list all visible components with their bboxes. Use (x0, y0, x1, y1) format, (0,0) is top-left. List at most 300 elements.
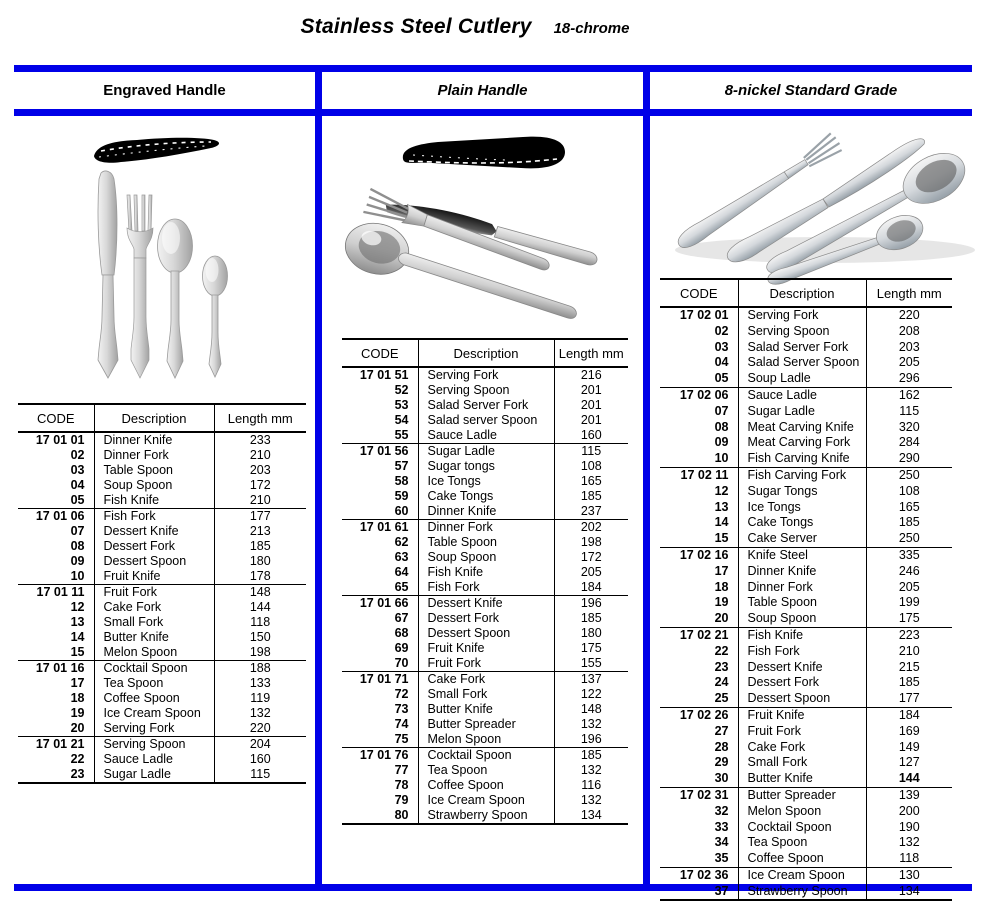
item-code: 17 01 16 (18, 661, 94, 677)
item-description: Salad server Spoon (418, 413, 554, 428)
table-row (660, 611, 952, 627)
item-length: 185 (898, 515, 920, 530)
item-length: 220 (866, 307, 952, 324)
table-row (18, 509, 306, 525)
table-row (342, 580, 628, 596)
table-row (342, 687, 628, 702)
table-row (660, 531, 952, 547)
item-length: 134 (898, 883, 920, 898)
item-code: 29 (660, 755, 738, 771)
item-code: 23 (18, 767, 94, 783)
item-code: 22 (660, 644, 738, 660)
table-header-row (660, 279, 952, 307)
item-code: 17 01 71 (342, 672, 418, 688)
table-row (18, 448, 306, 463)
item-code: 73 (342, 702, 418, 717)
item-code: 17 02 01 (660, 307, 738, 324)
table-row (342, 656, 628, 672)
item-code: 80 (342, 808, 418, 824)
column-header-engraved-handle: Engraved Handle (103, 82, 226, 99)
item-description: Coffee Spoon (738, 851, 866, 867)
column-header-plain-handle: Plain Handle (437, 82, 528, 99)
item-length: 200 (898, 803, 920, 818)
plain-handle-table (342, 338, 628, 825)
item-description: Cocktail Spoon (94, 661, 214, 677)
item-code: 04 (660, 355, 738, 371)
item-description: Sauce Ladle (94, 752, 214, 767)
table-row (342, 778, 628, 793)
table-row (660, 371, 952, 387)
table-column-header: CODE (342, 339, 418, 367)
item-description: Coffee Spoon (94, 691, 214, 706)
item-length: 172 (580, 550, 602, 564)
item-code: 04 (18, 478, 94, 493)
table-row (18, 691, 306, 706)
item-length: 184 (866, 707, 952, 723)
table-row (342, 474, 628, 489)
item-code: 62 (342, 535, 418, 550)
item-length: 177 (214, 509, 306, 525)
table-row (18, 676, 306, 691)
table-row (342, 489, 628, 504)
table-row (342, 550, 628, 565)
item-description: Serving Spoon (738, 324, 866, 340)
table-row (660, 867, 952, 883)
table-row (660, 500, 952, 516)
item-code: 19 (660, 595, 738, 611)
item-length: 205 (898, 579, 920, 594)
item-description: Fish Knife (94, 493, 214, 509)
item-description: Dessert Fork (418, 611, 554, 626)
8-nickel-table (660, 278, 952, 901)
item-code: 52 (342, 383, 418, 398)
item-length: 203 (249, 463, 271, 477)
item-length: 320 (898, 419, 920, 434)
item-description: Ice Cream Spoon (738, 867, 866, 883)
item-code: 32 (660, 804, 738, 820)
item-code: 17 (660, 564, 738, 580)
item-code: 23 (660, 660, 738, 676)
item-description: Fish Fork (418, 580, 554, 596)
item-description: Dinner Fork (738, 580, 866, 596)
item-description: Small Fork (94, 615, 214, 630)
item-description: Dessert Fork (94, 539, 214, 554)
item-length: 185 (580, 611, 602, 625)
item-length: 213 (249, 524, 271, 538)
item-code: 17 02 36 (660, 867, 738, 883)
item-length: 205 (898, 355, 920, 370)
item-code: 13 (18, 615, 94, 630)
item-code: 20 (660, 611, 738, 627)
column-header-8-nickel: 8-nickel Standard Grade (724, 82, 898, 99)
item-description: Serving Fork (94, 721, 214, 737)
table-row (660, 420, 952, 436)
item-length: 201 (580, 398, 602, 412)
item-length: 185 (249, 539, 271, 553)
item-description: Fish Carving Fork (738, 467, 866, 483)
item-length: 132 (580, 793, 602, 807)
item-description: Cake Fork (738, 740, 866, 756)
item-description: Strawberry Spoon (418, 808, 554, 824)
item-description: Melon Spoon (418, 732, 554, 748)
item-length: 185 (898, 675, 920, 690)
item-length: 175 (580, 641, 602, 655)
item-code: 15 (18, 645, 94, 661)
item-description: Dessert Spoon (94, 554, 214, 569)
item-length: 175 (898, 611, 920, 626)
plain-handle-sample-image (325, 115, 645, 340)
item-description: Ice Cream Spoon (94, 706, 214, 721)
item-code: 17 01 61 (342, 520, 418, 536)
item-code: 09 (660, 435, 738, 451)
table-row (660, 324, 952, 340)
table-row (660, 675, 952, 691)
column-divider-left (315, 65, 322, 891)
item-length: 220 (249, 721, 271, 735)
item-code: 67 (342, 611, 418, 626)
table-row (660, 484, 952, 500)
item-code: 18 (660, 580, 738, 596)
item-code: 60 (342, 504, 418, 520)
item-code: 12 (660, 484, 738, 500)
item-code: 55 (342, 428, 418, 444)
item-length: 188 (214, 661, 306, 677)
item-description: Butter Knife (738, 771, 866, 787)
item-description: Cocktail Spoon (738, 820, 866, 836)
item-length: 246 (898, 563, 920, 578)
item-code: 08 (660, 420, 738, 436)
item-description: Table Spoon (418, 535, 554, 550)
item-length: 130 (866, 867, 952, 883)
table-row (342, 535, 628, 550)
table-row (18, 600, 306, 615)
table-row (342, 748, 628, 764)
item-description: Sugar Ladle (418, 444, 554, 460)
item-length: 216 (554, 367, 628, 383)
item-length: 199 (898, 595, 920, 610)
table-row (660, 595, 952, 611)
table-row (660, 884, 952, 901)
item-length: 118 (250, 615, 271, 629)
item-length: 198 (249, 645, 271, 659)
item-length: 185 (554, 748, 628, 764)
item-description: Cake Fork (94, 600, 214, 615)
item-description: Fruit Fork (418, 656, 554, 672)
item-description: Fish Fork (94, 509, 214, 525)
table-row (660, 660, 952, 676)
table-row (342, 793, 628, 808)
item-length: 215 (898, 659, 920, 674)
item-description: Dinner Knife (738, 564, 866, 580)
item-code: 17 (18, 676, 94, 691)
item-length: 132 (580, 717, 602, 731)
item-length: 119 (250, 691, 271, 705)
catalog-table (660, 278, 952, 901)
table-row (660, 467, 952, 483)
item-code: 05 (18, 493, 94, 509)
item-code: 18 (18, 691, 94, 706)
item-description: Soup Spoon (418, 550, 554, 565)
engraved-handle-silhouette (94, 138, 219, 163)
item-length: 172 (249, 478, 271, 492)
item-code: 07 (18, 524, 94, 539)
item-length: 190 (898, 819, 920, 834)
item-code: 33 (660, 820, 738, 836)
item-length: 115 (554, 444, 628, 460)
item-length: 210 (249, 448, 271, 462)
table-row (660, 355, 952, 371)
catalog-table (18, 403, 306, 784)
item-code: 30 (660, 771, 738, 787)
item-length: 116 (581, 778, 602, 792)
item-description: Meat Carving Fork (738, 435, 866, 451)
table-row (18, 706, 306, 721)
item-code: 02 (18, 448, 94, 463)
table-row (342, 717, 628, 732)
item-code: 72 (342, 687, 418, 702)
table-row (660, 340, 952, 356)
table-row (342, 367, 628, 383)
table-row (660, 755, 952, 771)
item-code: 54 (342, 413, 418, 428)
item-description: Fruit Knife (738, 707, 866, 723)
item-code: 17 02 26 (660, 707, 738, 723)
item-length: 208 (898, 323, 920, 338)
teaspoon-image (203, 256, 228, 377)
item-description: Dessert Knife (738, 660, 866, 676)
item-code: 25 (660, 691, 738, 707)
item-length: 178 (249, 569, 271, 583)
item-length: 169 (898, 723, 920, 738)
table-header-row (342, 339, 628, 367)
table-row (342, 520, 628, 536)
item-length: 250 (898, 531, 920, 546)
table-column-header: Length mm (866, 279, 952, 307)
item-length: 132 (580, 763, 602, 777)
table-row (18, 554, 306, 569)
item-description: Small Fork (418, 687, 554, 702)
table-row (18, 661, 306, 677)
item-length: 296 (898, 371, 920, 386)
engraved-handle-table (18, 403, 306, 784)
item-length: 202 (554, 520, 628, 536)
item-code: 17 01 51 (342, 367, 418, 383)
item-length: 108 (580, 459, 602, 473)
item-code: 37 (660, 884, 738, 901)
table-column-header: Description (418, 339, 554, 367)
item-code: 17 01 11 (18, 585, 94, 601)
table-row (342, 626, 628, 641)
table-column-header: Length mm (214, 404, 306, 432)
item-description: Serving Spoon (94, 737, 214, 753)
item-description: Fish Knife (738, 627, 866, 643)
item-code: 63 (342, 550, 418, 565)
item-description: Serving Fork (418, 367, 554, 383)
item-code: 17 02 31 (660, 787, 738, 803)
item-code: 07 (660, 404, 738, 420)
item-length: 250 (866, 467, 952, 483)
item-length: 201 (580, 413, 602, 427)
table-row (18, 493, 306, 509)
table-row (660, 835, 952, 851)
table-row (342, 641, 628, 656)
table-row (660, 771, 952, 787)
item-code: 17 02 06 (660, 387, 738, 403)
item-description: Tea Spoon (418, 763, 554, 778)
item-description: Coffee Spoon (418, 778, 554, 793)
engraved-handle-sample-image (15, 115, 315, 405)
item-description: Fish Knife (418, 565, 554, 580)
item-description: Soup Ladle (738, 371, 866, 387)
item-code: 10 (18, 569, 94, 585)
item-description: Butter Spreader (418, 717, 554, 732)
table-row (18, 569, 306, 585)
item-description: Meat Carving Knife (738, 420, 866, 436)
item-description: Dessert Spoon (418, 626, 554, 641)
item-length: 290 (898, 451, 920, 466)
table-row (18, 585, 306, 601)
table-row (660, 851, 952, 867)
item-description: Soup Spoon (94, 478, 214, 493)
item-description: Soup Spoon (738, 611, 866, 627)
item-length: 177 (898, 691, 920, 706)
table-row (18, 645, 306, 661)
table-row (660, 404, 952, 420)
table-column-header: CODE (18, 404, 94, 432)
item-description: Tea Spoon (738, 835, 866, 851)
table-row (342, 596, 628, 612)
item-code: 12 (18, 600, 94, 615)
item-length: 204 (214, 737, 306, 753)
item-description: Sugar tongs (418, 459, 554, 474)
item-code: 59 (342, 489, 418, 504)
item-code: 05 (660, 371, 738, 387)
item-length: 223 (866, 627, 952, 643)
item-description: Melon Spoon (94, 645, 214, 661)
item-code: 78 (342, 778, 418, 793)
table-header-row (18, 404, 306, 432)
item-code: 17 02 21 (660, 627, 738, 643)
item-length: 139 (866, 787, 952, 803)
item-length: 134 (580, 808, 602, 822)
item-code: 03 (660, 340, 738, 356)
item-length: 210 (898, 643, 920, 658)
item-length: 233 (214, 432, 306, 448)
item-description: Cake Server (738, 531, 866, 547)
table-row (660, 724, 952, 740)
table-row (660, 644, 952, 660)
table-row (342, 428, 628, 444)
item-code: 19 (18, 706, 94, 721)
table-row (18, 737, 306, 753)
table-row (18, 615, 306, 630)
item-description: Table Spoon (738, 595, 866, 611)
item-length: 205 (580, 565, 602, 579)
item-length: 132 (898, 835, 920, 850)
plain-handle-silhouette (403, 137, 565, 169)
table-row (660, 787, 952, 803)
item-length: 148 (580, 702, 602, 716)
table-row (18, 721, 306, 737)
item-length: 198 (580, 535, 602, 549)
item-code: 27 (660, 724, 738, 740)
item-length: 201 (580, 383, 602, 397)
table-column-header: Description (738, 279, 866, 307)
table-row (18, 752, 306, 767)
item-code: 74 (342, 717, 418, 732)
item-code: 64 (342, 565, 418, 580)
item-length: 144 (898, 771, 920, 786)
item-description: Fruit Knife (418, 641, 554, 656)
item-code: 17 01 06 (18, 509, 94, 525)
item-description: Sauce Ladle (418, 428, 554, 444)
table-row (18, 539, 306, 554)
item-description: Serving Fork (738, 307, 866, 324)
table-row (18, 432, 306, 448)
item-length: 148 (214, 585, 306, 601)
item-code: 24 (660, 675, 738, 691)
item-description: Tea Spoon (94, 676, 214, 691)
table-row (342, 398, 628, 413)
spoon-image (158, 219, 193, 378)
item-description: Ice Cream Spoon (418, 793, 554, 808)
item-description: Fish Carving Knife (738, 451, 866, 467)
item-description: Dinner Knife (418, 504, 554, 520)
item-description: Fruit Fork (738, 724, 866, 740)
item-description: Knife Steel (738, 547, 866, 563)
item-length: 180 (249, 554, 271, 568)
table-row (660, 435, 952, 451)
item-length: 127 (898, 755, 920, 770)
item-length: 203 (898, 339, 920, 354)
item-code: 57 (342, 459, 418, 474)
item-description: Salad Server Spoon (738, 355, 866, 371)
item-length: 160 (249, 752, 271, 766)
table-column-header: Description (94, 404, 214, 432)
fork-image (127, 195, 153, 378)
table-row (660, 564, 952, 580)
catalog-subtitle: 18-chrome (553, 20, 630, 37)
table-row (342, 565, 628, 580)
item-length: 162 (866, 387, 952, 403)
table-row (342, 504, 628, 520)
item-code: 17 01 56 (342, 444, 418, 460)
item-code: 65 (342, 580, 418, 596)
item-length: 115 (899, 403, 920, 418)
item-code: 10 (660, 451, 738, 467)
table-row (342, 808, 628, 824)
item-length: 108 (898, 483, 920, 498)
table-row (660, 740, 952, 756)
table-row (660, 307, 952, 324)
item-length: 144 (249, 600, 271, 614)
standard-grade-cutlery-image (650, 112, 990, 270)
table-row (342, 383, 628, 398)
table-row (660, 627, 952, 643)
item-length: 122 (580, 687, 602, 701)
item-description: Dinner Fork (418, 520, 554, 536)
item-length: 210 (249, 493, 271, 507)
item-description: Ice Tongs (418, 474, 554, 489)
table-row (660, 451, 952, 467)
item-length: 149 (898, 739, 920, 754)
item-description: Fruit Knife (94, 569, 214, 585)
item-length: 180 (580, 626, 602, 640)
item-description: Sugar Ladle (738, 404, 866, 420)
item-length: 118 (899, 851, 920, 866)
item-code: 20 (18, 721, 94, 737)
item-code: 17 01 76 (342, 748, 418, 764)
